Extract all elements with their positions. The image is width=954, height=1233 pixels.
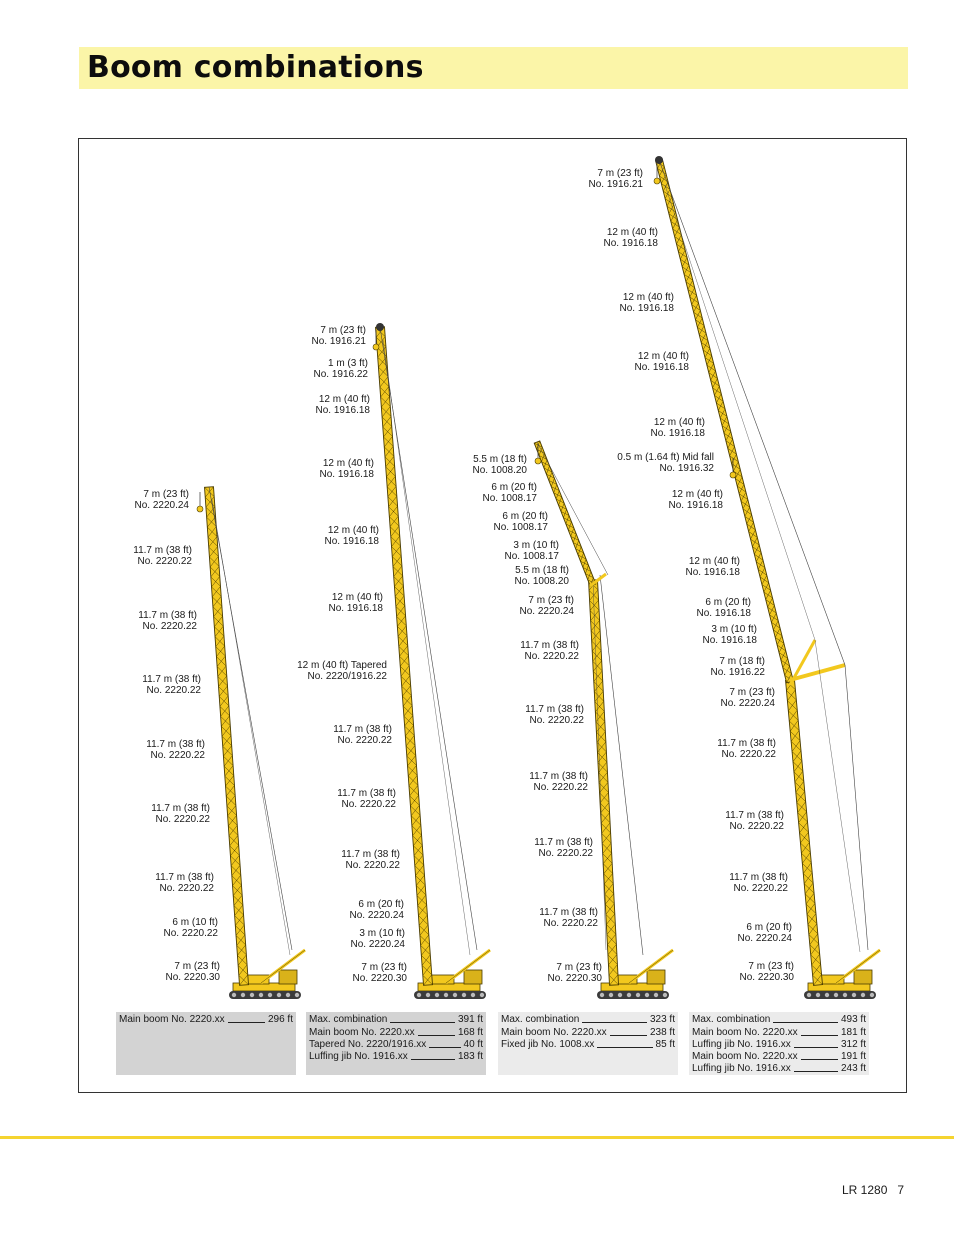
config4-label: 3 m (10 ft) No. 1916.18	[702, 624, 757, 646]
hook-block	[654, 178, 660, 184]
track-wheel	[277, 993, 281, 997]
page-number: 7	[897, 1183, 905, 1197]
track-wheel	[462, 993, 466, 997]
track	[804, 991, 876, 999]
config3-label: 11.7 m (38 ft) No. 2220.22	[534, 837, 593, 859]
counterweight	[647, 970, 665, 984]
config1-label: 7 m (23 ft) No. 2220.30	[165, 961, 220, 983]
track-wheel	[453, 993, 457, 997]
track-wheel	[250, 993, 254, 997]
track-wheel	[417, 993, 421, 997]
track-wheel	[600, 993, 604, 997]
config2-label: 1 m (3 ft) No. 1916.22	[313, 358, 368, 380]
config2-label: 3 m (10 ft) No. 2220.24	[350, 928, 405, 950]
table-row: Luffing jib No. 1916.xx 183 ft	[309, 1051, 483, 1063]
config3-label: 3 m (10 ft) No. 1008.17	[504, 540, 559, 562]
page-footer	[842, 1183, 904, 1197]
model-name: LR 1280	[842, 1183, 888, 1197]
config4-label: 11.7 m (38 ft) No. 2220.22	[717, 738, 776, 760]
track-wheel	[816, 993, 820, 997]
track-wheel	[618, 993, 622, 997]
table-row: Max. combination 493 ft	[692, 1014, 866, 1026]
config2-label: 7 m (23 ft) No. 1916.21	[311, 325, 366, 347]
track-wheel	[807, 993, 811, 997]
hook-block	[730, 472, 736, 478]
footer-rule	[0, 1136, 954, 1139]
config1-label: 11.7 m (38 ft) No. 2220.22	[155, 872, 214, 894]
config3-label: 7 m (23 ft) No. 2220.30	[547, 962, 602, 984]
table-row: Tapered No. 2220/1916.xx 40 ft	[309, 1038, 483, 1050]
track-wheel	[654, 993, 658, 997]
track-wheel	[645, 993, 649, 997]
config1-label: 11.7 m (38 ft) No. 2220.22	[133, 545, 192, 567]
boom-head	[376, 323, 384, 331]
guy-line	[659, 160, 845, 665]
config1-label: 11.7 m (38 ft) No. 2220.22	[151, 803, 210, 825]
counterweight	[279, 970, 297, 984]
track-wheel	[609, 993, 613, 997]
config4-label: 12 m (40 ft) No. 1916.18	[650, 417, 705, 439]
config2-label: 12 m (40 ft) Tapered No. 2220/1916.22	[297, 660, 387, 682]
boom-section	[205, 487, 249, 986]
config3-label: 6 m (20 ft) No. 1008.17	[493, 511, 548, 533]
config1-label: 11.7 m (38 ft) No. 2220.22	[142, 674, 201, 696]
track-wheel	[435, 993, 439, 997]
page-title: Boom combinations	[87, 50, 424, 85]
track-wheel	[861, 993, 865, 997]
table-row: Max. combination 391 ft	[309, 1014, 483, 1026]
config2-label: 12 m (40 ft) No. 1916.18	[319, 458, 374, 480]
track	[597, 991, 669, 999]
config3-label: 5.5 m (18 ft) No. 1008.20	[472, 454, 527, 476]
track-wheel	[232, 993, 236, 997]
config4-label: 12 m (40 ft) No. 1916.18	[603, 227, 658, 249]
table-row: Luffing jib No. 1916.xx 243 ft	[692, 1063, 866, 1075]
config4-label: 6 m (20 ft) No. 1916.18	[696, 597, 751, 619]
config4-label: 12 m (40 ft) No. 1916.18	[619, 292, 674, 314]
config4-label: 12 m (40 ft) No. 1916.18	[685, 556, 740, 578]
boom-head	[655, 156, 663, 164]
config4-label: 11.7 m (38 ft) No. 2220.22	[729, 872, 788, 894]
config3-label: 11.7 m (38 ft) No. 2220.22	[529, 771, 588, 793]
config2-label: 12 m (40 ft) No. 1916.18	[315, 394, 370, 416]
track-wheel	[870, 993, 874, 997]
track-wheel	[241, 993, 245, 997]
config1-label: 6 m (10 ft) No. 2220.22	[163, 917, 218, 939]
config4-label: 7 m (23 ft) No. 2220.24	[720, 687, 775, 709]
config4-label: 11.7 m (38 ft) No. 2220.22	[725, 810, 784, 832]
config2-table	[306, 1012, 486, 1075]
track-wheel	[480, 993, 484, 997]
track-wheel	[426, 993, 430, 997]
config1-table	[116, 1012, 296, 1075]
track-wheel	[471, 993, 475, 997]
config4-label: 12 m (40 ft) No. 1916.18	[634, 351, 689, 373]
track-wheel	[852, 993, 856, 997]
guy-line	[815, 640, 860, 952]
config4-label: 7 m (23 ft) No. 1916.21	[588, 168, 643, 190]
config2-label: 7 m (23 ft) No. 2220.30	[352, 962, 407, 984]
track-wheel	[825, 993, 829, 997]
config4-label: 0.5 m (1.64 ft) Mid fall No. 1916.32	[617, 452, 714, 474]
config1-label: 7 m (23 ft) No. 2220.24	[134, 489, 189, 511]
config3-label: 7 m (23 ft) No. 2220.24	[519, 595, 574, 617]
track-wheel	[663, 993, 667, 997]
table-row: Main boom No. 2220.xx 296 ft	[119, 1014, 293, 1026]
config3-label: 11.7 m (38 ft) No. 2220.22	[520, 640, 579, 662]
track-wheel	[636, 993, 640, 997]
config2-label: 12 m (40 ft) No. 1916.18	[328, 592, 383, 614]
track-wheel	[259, 993, 263, 997]
config3-table	[498, 1012, 678, 1075]
config2-label: 12 m (40 ft) No. 1916.18	[324, 525, 379, 547]
track-wheel	[843, 993, 847, 997]
config3-label: 11.7 m (38 ft) No. 2220.22	[525, 704, 584, 726]
config2-label: 11.7 m (38 ft) No. 2220.22	[337, 788, 396, 810]
config3-label: 6 m (20 ft) No. 1008.17	[482, 482, 537, 504]
counterweight	[854, 970, 872, 984]
hook-block	[535, 458, 541, 464]
table-row: Main boom No. 2220.xx 191 ft	[692, 1051, 866, 1063]
guy-line	[845, 665, 868, 950]
counterweight	[464, 970, 482, 984]
track-wheel	[268, 993, 272, 997]
track-wheel	[834, 993, 838, 997]
config2-label: 11.7 m (38 ft) No. 2220.22	[333, 724, 392, 746]
config4-label: 7 m (18 ft) No. 1916.22	[710, 656, 765, 678]
hook-block	[373, 344, 379, 350]
table-row: Max. combination 323 ft	[501, 1014, 675, 1026]
track-wheel	[286, 993, 290, 997]
table-row: Main boom No. 2220.xx 181 ft	[692, 1026, 866, 1038]
config2-label: 11.7 m (38 ft) No. 2220.22	[341, 849, 400, 871]
table-row: Main boom No. 2220.xx 238 ft	[501, 1026, 675, 1038]
config4-table	[689, 1012, 869, 1075]
hook-block	[197, 506, 203, 512]
track	[414, 991, 486, 999]
config1-label: 11.7 m (38 ft) No. 2220.22	[138, 610, 197, 632]
config2-label: 6 m (20 ft) No. 2220.24	[349, 899, 404, 921]
config3-label: 5.5 m (18 ft) No. 1008.20	[514, 565, 569, 587]
track-wheel	[627, 993, 631, 997]
config4-label: 6 m (20 ft) No. 2220.24	[737, 922, 792, 944]
config4-label: 12 m (40 ft) No. 1916.18	[668, 489, 723, 511]
track-wheel	[444, 993, 448, 997]
config3-label: 11.7 m (38 ft) No. 2220.22	[539, 907, 598, 929]
table-row: Luffing jib No. 1916.xx 312 ft	[692, 1038, 866, 1050]
table-row: Main boom No. 2220.xx 168 ft	[309, 1026, 483, 1038]
config4-label: 7 m (23 ft) No. 2220.30	[739, 961, 794, 983]
config1-label: 11.7 m (38 ft) No. 2220.22	[146, 739, 205, 761]
table-row: Fixed jib No. 1008.xx 85 ft	[501, 1038, 675, 1050]
track	[229, 991, 301, 999]
track-wheel	[295, 993, 299, 997]
